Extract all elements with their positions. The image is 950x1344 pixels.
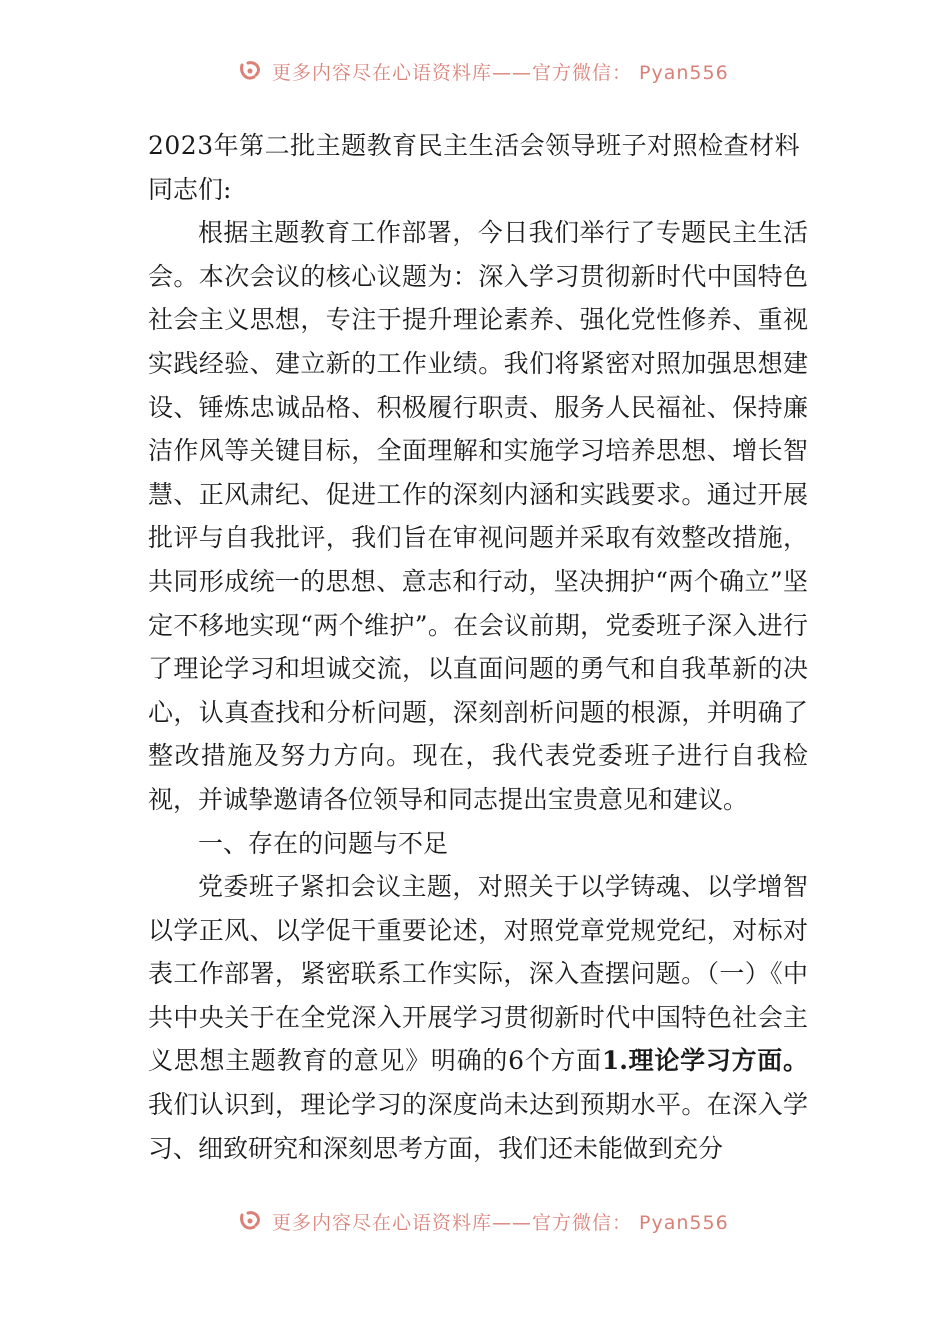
watermark-text: 更多内容尽在心语资料库——官方微信： Pyan556 bbox=[272, 61, 729, 84]
salutation: 同志们: bbox=[148, 174, 232, 204]
watermark-header bbox=[238, 58, 729, 84]
logo-icon bbox=[238, 59, 264, 83]
subsection-label: 1.理论学习方面。 bbox=[601, 1046, 808, 1076]
document-title: 2023年第二批主题教育民主生活会领导班子对照检查材料 bbox=[148, 131, 801, 160]
section-heading: 一、存在的问题与不足 bbox=[198, 828, 449, 858]
section-paragraph-start: 党委班子紧扣会议主题，对照关于以学铸魂、以学增智以学正风、以学促干重要论述，对照党章党规党纪，对标对表工作部署，紧密联系工作实际，深入查摆问题。（一）《中共中央关于在全党深入开展学习贯彻新时代中国特色社会主义思想主题教育的意见》明确的6个方面 bbox=[148, 872, 808, 1076]
section-paragraph-end: 我们认识到，理论学习的深度尚未达到预期水平。在深入学习、细致研究和深刻思考方面，我们还未能做到充分 bbox=[148, 1090, 808, 1163]
document-body bbox=[148, 124, 808, 1170]
intro-paragraph: 根据主题教育工作部署，今日我们举行了专题民主生活会。本次会议的核心议题为：深入学习贯彻新时代中国特色社会主义思想，专注于提升理论素养、强化党性修养、重视实践经验、建立新的工作业绩。我们将紧密对照加强思想建设、锤炼忠诚品格、积极履行职责、服务人民福祉、保持廉洁作风等关键目标，全面理解和实施学习培养思想、增长智慧、正风肃纪、促进工作的深刻内涵和实践要求。通过开展批评与自我批评，我们旨在审视问题并采取有效整改措施，共同形成统一的思想、意志和行动，坚决拥护“两个确立”坚定不移地实现“两个维护”。在会议前期，党委班子深入进行了理论学习和坦诚交流，以直面问题的勇气和自我革新的决心，认真查找和分析问题，深刻剖析问题的根源，并明确了整改措施及努力方向。现在，我代表党委班子进行自我检视，并诚挚邀请各位领导和同志提出宝贵意见和建议。 bbox=[148, 218, 808, 814]
watermark-text: 更多内容尽在心语资料库——官方微信： Pyan556 bbox=[272, 1211, 729, 1234]
section-paragraph bbox=[148, 865, 808, 1170]
watermark-footer bbox=[238, 1208, 729, 1234]
logo-icon bbox=[238, 1209, 264, 1233]
